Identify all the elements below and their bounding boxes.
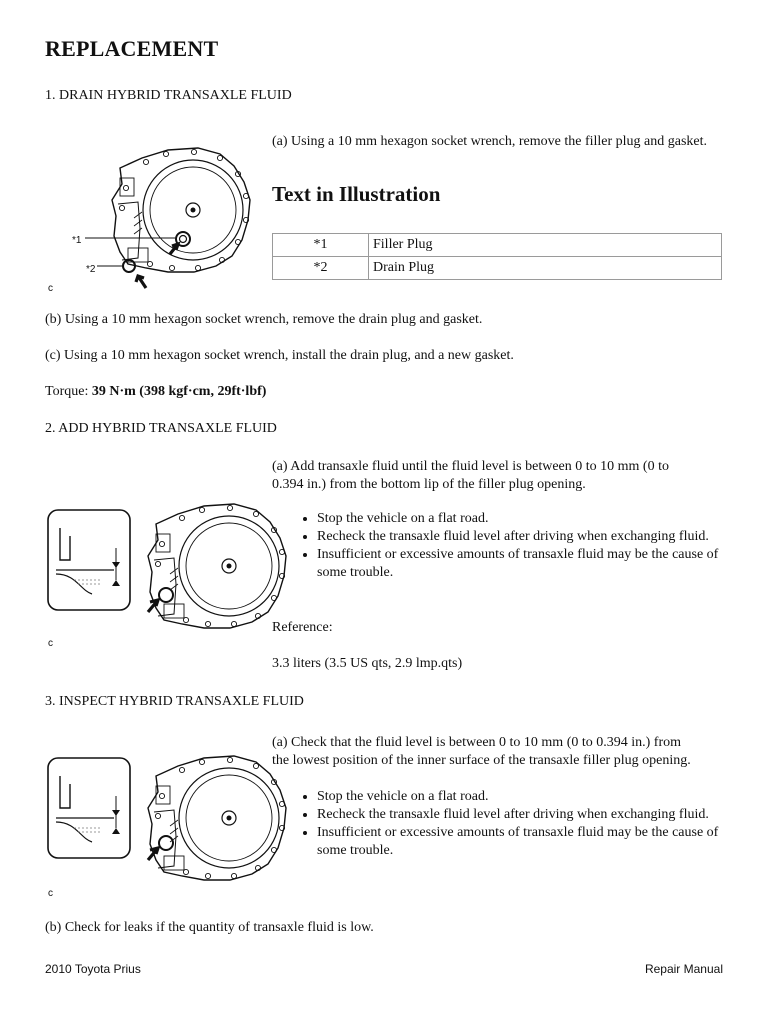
section-3-step-a-line2: the lowest position of the inner surface of the transaxle filler plug opening. [272, 752, 691, 768]
legend-key: *1 [273, 234, 369, 257]
section-3-step-a [272, 734, 747, 769]
illustration-heading: Text in Illustration [272, 182, 441, 206]
transaxle-illustration-inspect [46, 752, 276, 892]
legend-row [273, 234, 722, 257]
list-item: • Insufficient or excessive amounts of transaxle fluid may be the cause of some trouble. [317, 546, 747, 582]
section-2-heading: 2. ADD HYBRID TRANSAXLE FLUID [45, 421, 277, 436]
legend-label: Drain Plug [369, 257, 722, 280]
section-3-step-b: (b) Check for leaks if the quantity of transaxle fluid is low. [45, 920, 374, 935]
section-2-step-a-line1: (a) Add transaxle fluid until the fluid level is between 0 to 10 mm (0 to [272, 459, 669, 474]
list-item: • Recheck the transaxle fluid level after driving when exchanging fluid. [317, 528, 747, 546]
list-item: • Recheck the transaxle fluid level after driving when exchanging fluid. [317, 806, 747, 824]
section-3-heading: 3. INSPECT HYBRID TRANSAXLE FLUID [45, 694, 304, 709]
section-2-step-a-line2: 0.394 in.) from the bottom lip of the filler plug opening. [272, 476, 586, 492]
transaxle-illustration-fill-level [46, 500, 276, 640]
legend-label: Filler Plug [369, 234, 722, 257]
section-3-notes [299, 788, 747, 860]
callout-filler-plug: *1 [72, 235, 82, 246]
section-1-step-a: (a) Using a 10 mm hexagon socket wrench, remove the filler plug and gasket. [272, 134, 708, 149]
list-item: • Insufficient or excessive amounts of transaxle fluid may be the cause of some trouble. [317, 824, 747, 860]
reference-value: 3.3 liters (3.5 US qts, 2.9 lmp.qts) [272, 656, 463, 671]
figure-caption: c [48, 638, 53, 649]
section-3-step-a-line1: (a) Check that the fluid level is between 0 to 10 mm (0 to 0.394 in.) from [272, 735, 682, 750]
footer-left: 2010 Toyota Prius [45, 962, 141, 976]
section-1-heading: 1. DRAIN HYBRID TRANSAXLE FLUID [45, 88, 292, 103]
list-item: • Stop the vehicle on a flat road. [317, 510, 747, 528]
list-item: • Stop the vehicle on a flat road. [317, 788, 747, 806]
callout-drain-plug: *2 [86, 264, 96, 275]
section-2-notes [299, 510, 747, 582]
section-1-step-c: (c) Using a 10 mm hexagon socket wrench, install the drain plug, and a new gasket. [45, 348, 514, 363]
torque-label: Torque: [45, 384, 92, 399]
footer-right: Repair Manual [644, 962, 723, 976]
figure-caption: c [48, 283, 53, 294]
illustration-legend-table [272, 233, 722, 280]
torque-spec [45, 383, 266, 401]
reference-label: Reference: [272, 620, 333, 635]
figure-caption: c [48, 888, 53, 899]
torque-value: 39 N·m (398 kgf·cm, 29ft·lbf) [91, 384, 267, 399]
legend-key: *2 [273, 257, 369, 280]
legend-row [273, 257, 722, 280]
page-title: REPLACEMENT [45, 36, 219, 61]
section-1-step-b: (b) Using a 10 mm hexagon socket wrench, remove the drain plug and gasket. [45, 312, 483, 327]
section-2-step-a [272, 458, 742, 493]
